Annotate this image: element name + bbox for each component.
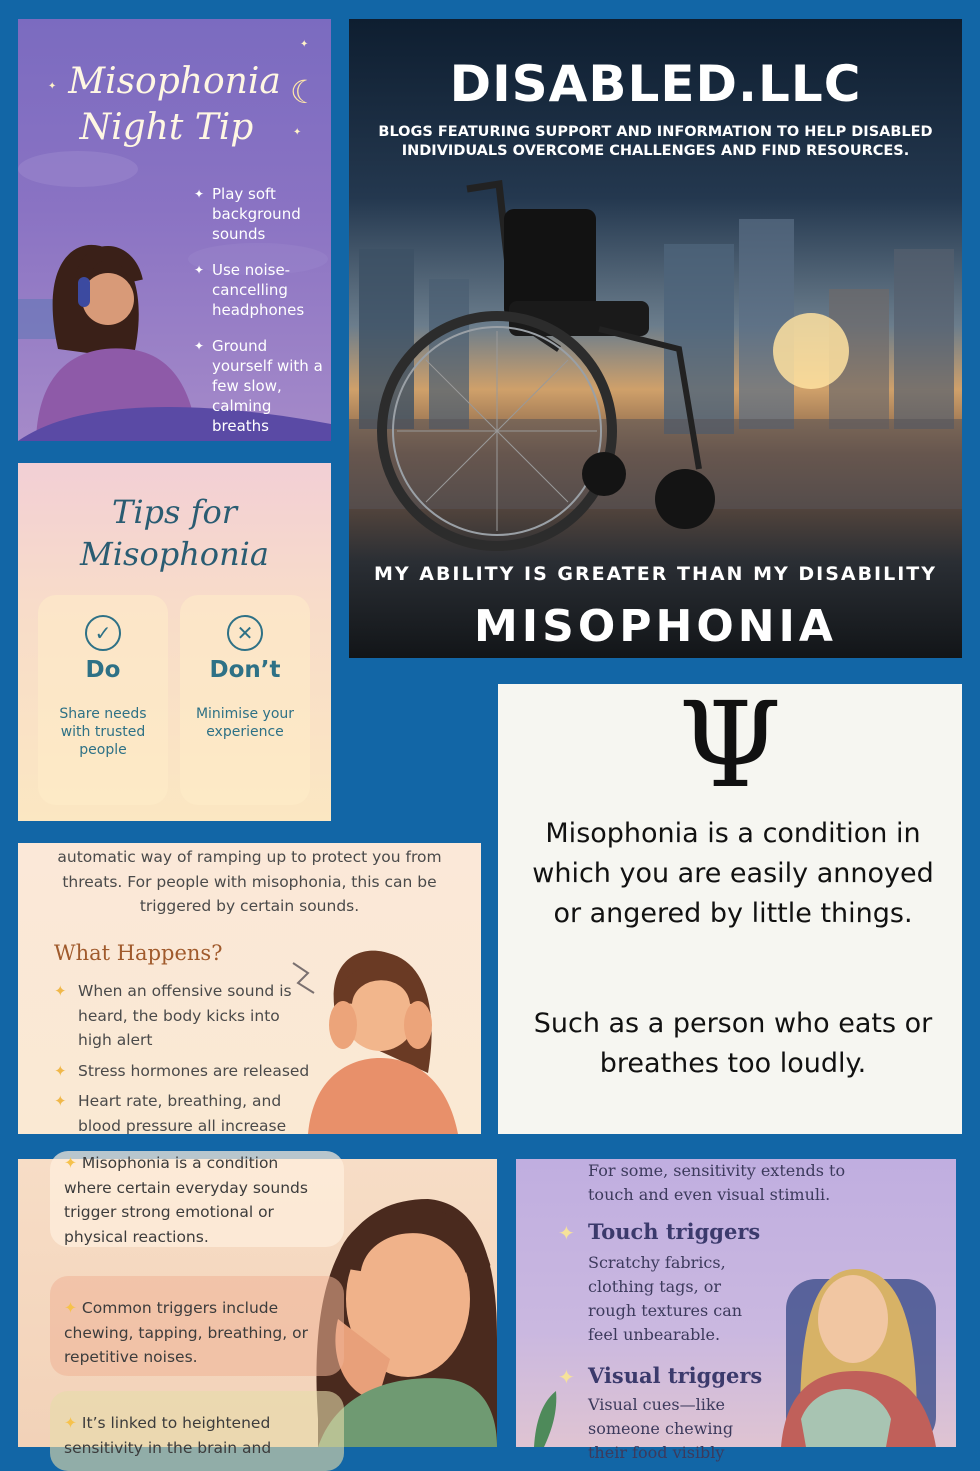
star-icon: ✦ [48, 81, 57, 92]
dont-label: Don’t [209, 657, 281, 683]
sparkle-icon: ✦ [64, 1414, 82, 1432]
info-bubble: ✦ Common triggers include chewing, tapping, breathing, or repetitive noises. [50, 1276, 344, 1376]
visual-text: Visual cues—like someone chewing their food visibly [588, 1395, 734, 1462]
definition-panel [498, 676, 962, 1134]
intro-text: automatic way of ramping up to protect you from threats. For people with misophonia, this can be triggered by certain sounds. [57, 848, 442, 915]
list-item: ✦ Play soft background sounds [194, 184, 329, 244]
visual-heading: Visual triggers [588, 1363, 763, 1388]
condition-panel [18, 1154, 497, 1457]
definition-text: Misophonia is a condition in which you are easily annoyed or angered by little things. [532, 818, 934, 929]
list-item: ✦ Use noise-cancelling headphones [194, 260, 329, 320]
topic-title: MISOPHONIA [474, 601, 837, 652]
night-tip-list [194, 184, 329, 452]
tips-title: Tips for Misophonia [80, 493, 269, 573]
site-title: DISABLED.LLC [449, 55, 862, 113]
moon-icon: ☾ [290, 73, 319, 111]
what-happens-list [54, 979, 314, 1144]
intro-text: For some, sensitivity extends to touch and even visual stimuli. [588, 1161, 846, 1204]
dont-card [180, 595, 310, 805]
night-tip-panel [18, 19, 331, 441]
check-icon: ✓ [85, 615, 121, 651]
list-item: ✦ When an offensive sound is heard, the body kicks into high alert [54, 979, 314, 1053]
do-card [38, 595, 168, 805]
do-text: Share needs with trusted people [59, 706, 147, 758]
list-item: ✦ Ground yourself with a few slow, calming breaths [194, 336, 329, 436]
banner-panel [349, 19, 962, 658]
do-label: Do [85, 657, 121, 683]
touch-text: Scratchy fabrics, clothing tags, or rough textures can feel unbearable. [588, 1253, 743, 1344]
site-subtitle: BLOGS FEATURING SUPPORT AND INFORMATION TO HELP DISABLED INDIVIDUALS OVERCOME CHALLENGES AND FIND RESOURCES. [378, 124, 933, 159]
tips-panel [18, 463, 331, 821]
touch-heading: Touch triggers [588, 1219, 761, 1244]
what-happens-panel [18, 843, 481, 1134]
sparkle-icon: ✦ [558, 1365, 575, 1389]
list-item: ✦ Stress hormones are released [54, 1059, 314, 1084]
star-icon: ✦ [300, 39, 309, 50]
info-bubble: ✦ Misophonia is a condition where certain everyday sounds trigger strong emotional or physical reactions. [50, 1151, 344, 1247]
dont-text: Minimise your experience [195, 706, 295, 740]
night-tip-title: Misophonia Night Tip [68, 61, 281, 148]
what-happens-heading: What Happens? [54, 941, 223, 965]
sparkle-icon: ✦ [558, 1221, 575, 1245]
star-icon: ✦ [293, 127, 302, 138]
list-item: ✦ Heart rate, breathing, and blood pressure all increase [54, 1089, 314, 1138]
sparkle-icon: ✦ [64, 1154, 82, 1172]
definition-example: Such as a person who eats or breathes too loudly. [533, 1008, 933, 1079]
triggers-panel [516, 1159, 956, 1462]
psi-symbol: Ψ [678, 676, 782, 814]
sparkle-icon: ✦ [64, 1299, 82, 1317]
tagline: MY ABILITY IS GREATER THAN MY DISABILITY [373, 563, 938, 585]
info-bubble: ✦ It’s linked to heightened sensitivity in the brain and [50, 1391, 344, 1471]
x-icon: ✕ [227, 615, 263, 651]
